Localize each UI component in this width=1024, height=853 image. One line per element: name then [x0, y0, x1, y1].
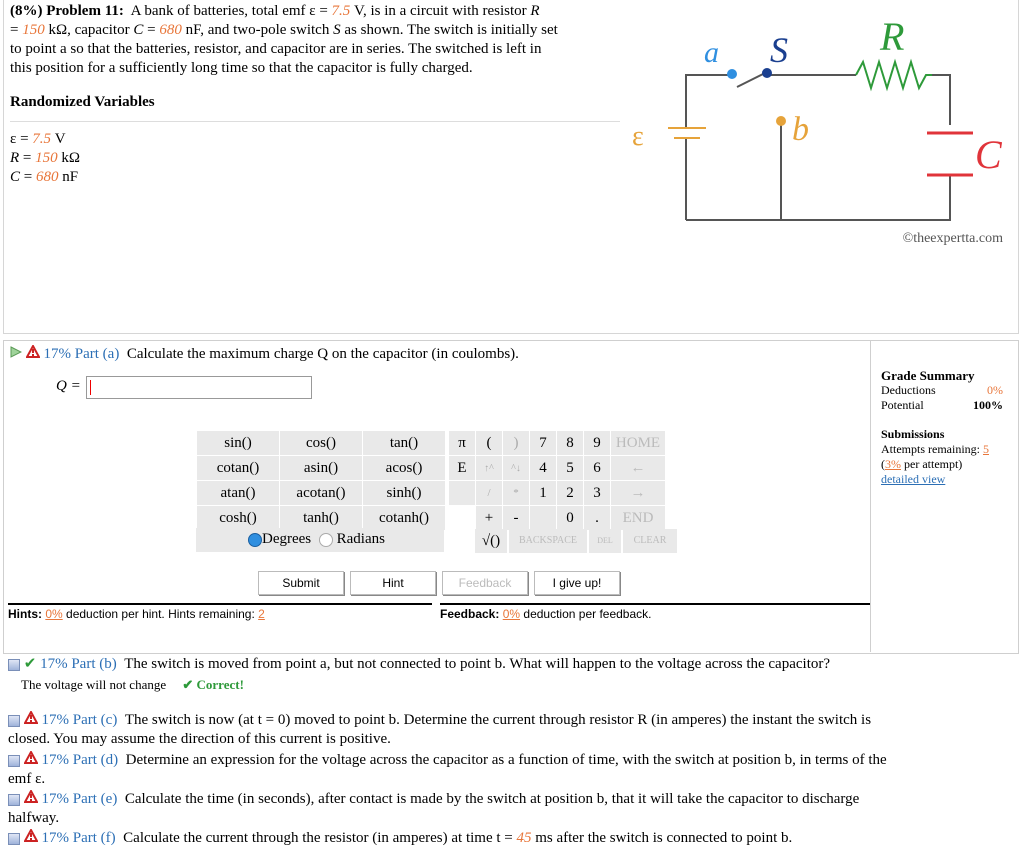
warning-icon: [24, 790, 38, 809]
key-up-caret[interactable]: ↑^: [476, 456, 503, 481]
var-eq: =: [23, 169, 33, 185]
radio-radians[interactable]: [319, 533, 333, 547]
part-e: [8, 790, 1008, 828]
r-symbol: R: [530, 3, 540, 19]
key-divide[interactable]: /: [476, 481, 503, 506]
expand-icon[interactable]: [8, 794, 20, 806]
circuit-wires: [686, 74, 950, 220]
key-sin[interactable]: sin(): [197, 431, 280, 456]
part-b-header: [8, 655, 830, 674]
potential-label: Potential: [881, 398, 924, 412]
per-attempt-text: per attempt): [904, 457, 963, 471]
feedback-label: Feedback:: [440, 607, 500, 621]
key-e[interactable]: E: [449, 456, 476, 481]
var-eq: =: [22, 150, 32, 166]
c-symbol: C: [133, 22, 144, 38]
var-unit: V: [54, 131, 66, 147]
label-c: C: [975, 132, 1002, 177]
degrees-label: Degrees: [262, 531, 312, 547]
part-c-percent[interactable]: 17%: [41, 712, 69, 728]
key-sqrt[interactable]: √(): [475, 529, 507, 553]
divider: [10, 121, 620, 122]
part-f-text-2: ms after the switch is connected to point b.: [535, 830, 793, 846]
key-cosh[interactable]: cosh(): [197, 506, 280, 531]
detailed-view-link[interactable]: detailed view: [881, 472, 946, 486]
attempts-row: [881, 442, 1003, 457]
key-pi[interactable]: π: [449, 431, 476, 456]
key-right-arrow[interactable]: →: [611, 481, 666, 506]
label-s: S: [770, 30, 788, 70]
part-c: [8, 711, 1008, 749]
key-atan[interactable]: atan(): [197, 481, 280, 506]
attempts-label: Attempts remaining:: [881, 442, 980, 456]
c-value: 680: [159, 22, 182, 38]
warning-icon: [24, 829, 38, 848]
warning-icon: [24, 711, 38, 730]
part-a-text: Calculate the maximum charge Q on the capacitor (in coulombs).: [126, 346, 519, 362]
part-f-time-value: 45: [516, 830, 532, 846]
part-f-percent[interactable]: 17%: [41, 830, 69, 846]
key-blank: [449, 481, 476, 506]
sidebar-divider: [870, 340, 871, 652]
part-c-text: The switch is now (at t = 0) moved to point b. Determine the current through resistor R (in amperes) the instant the switch is: [124, 712, 872, 728]
label-a: a: [704, 36, 719, 69]
key-2[interactable]: 2: [557, 481, 584, 506]
part-f: [8, 829, 1008, 848]
problem-text: nF, and two-pole switch: [185, 22, 330, 38]
hints-info: [8, 607, 265, 621]
randomized-variables-title: Randomized Variables: [10, 94, 155, 110]
key-plus[interactable]: +: [476, 506, 503, 531]
key-open-paren[interactable]: (: [476, 431, 503, 456]
key-cos[interactable]: cos(): [280, 431, 363, 456]
check-icon: ✔: [23, 656, 37, 672]
give-up-button[interactable]: I give up!: [534, 571, 620, 595]
key-blank: [530, 506, 557, 531]
s-symbol: S: [333, 22, 341, 38]
var-symbol: C: [10, 169, 21, 185]
problem-text: A bank of batteries, total emf ε =: [130, 3, 328, 19]
randomized-variables-list: [10, 130, 80, 187]
hints-text: deduction per hint. Hints remaining:: [66, 607, 255, 621]
key-blank: [449, 506, 476, 531]
part-d-label[interactable]: Part (d): [72, 752, 119, 768]
var-c: [10, 168, 80, 187]
key-asin[interactable]: asin(): [280, 456, 363, 481]
submissions-title: Submissions: [881, 427, 945, 441]
part-c-label[interactable]: Part (c): [72, 712, 118, 728]
part-d-percent[interactable]: 17%: [41, 752, 69, 768]
var-value: 150: [35, 150, 58, 166]
var-unit: nF: [62, 169, 79, 185]
emf-value: 7.5: [331, 3, 351, 19]
wire-left-top: [686, 75, 730, 128]
key-backspace[interactable]: BACKSPACE: [509, 529, 587, 553]
var-symbol: ε: [10, 131, 17, 147]
feedback-button[interactable]: Feedback: [442, 571, 528, 595]
node-b: [776, 116, 786, 126]
key-acotan[interactable]: acotan(): [280, 481, 363, 506]
var-value: 7.5: [32, 131, 52, 147]
problem-text: =: [147, 22, 156, 38]
node-a: [727, 69, 737, 79]
key-7[interactable]: 7: [530, 431, 557, 456]
var-eq: =: [20, 131, 29, 147]
hints-label: Hints:: [8, 607, 42, 621]
per-attempt-row: [881, 457, 1003, 472]
play-icon[interactable]: [10, 345, 22, 364]
feedback-pct: 0%: [502, 607, 521, 621]
var-value: 680: [35, 169, 59, 185]
key-cotan[interactable]: cotan(): [197, 456, 280, 481]
key-minus[interactable]: -: [503, 506, 530, 531]
hint-button[interactable]: Hint: [350, 571, 436, 595]
expand-icon[interactable]: [8, 755, 20, 767]
grade-title: Grade Summary: [881, 368, 975, 383]
resistor: [856, 62, 932, 88]
key-3[interactable]: 3: [584, 481, 611, 506]
key-caret-down[interactable]: ^↓: [503, 456, 530, 481]
part-b-answer: The voltage will not change: [21, 677, 167, 692]
radians-label: Radians: [336, 531, 385, 547]
key-tanh[interactable]: tanh(): [280, 506, 363, 531]
grade-summary: [881, 368, 1003, 487]
r-value: 150: [22, 22, 45, 38]
problem-line-2: to point a so that the batteries, resistor, and capacitor are in series. The switched is left in: [10, 41, 542, 57]
key-4[interactable]: 4: [530, 456, 557, 481]
function-keypad: [196, 430, 446, 531]
hints-divider: [8, 603, 432, 605]
hints-remaining: 2: [258, 607, 265, 621]
key-6[interactable]: 6: [584, 456, 611, 481]
switch-arm: [737, 74, 763, 87]
potential-row: [881, 398, 1003, 413]
deductions-label: Deductions: [881, 383, 936, 397]
key-cotanh[interactable]: cotanh(): [363, 506, 446, 531]
key-acos[interactable]: acos(): [363, 456, 446, 481]
problem-text: =: [10, 22, 19, 38]
part-d-text-2: emf ε.: [8, 771, 46, 788]
key-multiply[interactable]: *: [503, 481, 530, 506]
angle-mode: [196, 528, 444, 552]
part-d-text: Determine an expression for the voltage across the capacitor as a function of time, with the switch at position b, in terms of the: [125, 752, 887, 768]
part-e-text: Calculate the time (in seconds), after contact is made by the switch at position b, that it will take the capacitor to discharge: [124, 791, 860, 807]
label-emf: ε: [632, 121, 644, 152]
part-a-percent: 17%: [43, 346, 71, 362]
wire-bottom: [686, 175, 950, 220]
label-b: b: [792, 111, 809, 148]
warning-icon: [26, 345, 40, 364]
deductions-value: 0%: [987, 383, 1003, 397]
key-del[interactable]: DEL: [589, 529, 621, 553]
problem-text: V, is in a circuit with resistor: [354, 3, 527, 19]
collapse-icon[interactable]: [8, 659, 20, 671]
part-d: [8, 751, 1008, 789]
answer-label: Q =: [56, 378, 81, 394]
problem-label: Problem 11:: [46, 3, 124, 19]
problem-weight: (8%): [10, 3, 43, 19]
circuit-diagram: [620, 0, 1020, 250]
hints-pct: 0%: [45, 607, 63, 621]
warning-icon: [24, 751, 38, 770]
var-symbol: R: [10, 150, 20, 166]
key-end[interactable]: END: [611, 506, 666, 531]
deductions-row: [881, 383, 1003, 398]
part-b-answer-row: [21, 677, 244, 693]
submit-button[interactable]: Submit: [258, 571, 344, 595]
part-b-label: Part (b): [71, 656, 117, 672]
key-sinh[interactable]: sinh(): [363, 481, 446, 506]
open-paren: (: [881, 457, 885, 471]
key-tan[interactable]: tan(): [363, 431, 446, 456]
var-unit: kΩ: [61, 150, 81, 166]
key-home[interactable]: HOME: [611, 431, 666, 456]
part-f-text: Calculate the current through the resistor (in amperes) at time t =: [123, 830, 513, 846]
radio-degrees[interactable]: [248, 533, 262, 547]
part-b-status: ✔ Correct!: [182, 677, 244, 692]
key-5[interactable]: 5: [557, 456, 584, 481]
var-emf: [10, 130, 80, 149]
part-b-text: The switch is moved from point a, but not connected to point b. What will happen to the voltage across the capacitor?: [124, 656, 831, 672]
key-dot[interactable]: .: [584, 506, 611, 531]
part-a-header: [10, 345, 519, 364]
problem-statement: [10, 2, 630, 78]
key-1[interactable]: 1: [530, 481, 557, 506]
key-0[interactable]: 0: [557, 506, 584, 531]
feedback-text: deduction per feedback.: [523, 607, 652, 621]
expand-icon[interactable]: [8, 833, 20, 845]
part-c-text-2: closed. You may assume the direction of this current is positive.: [8, 731, 391, 748]
expand-icon[interactable]: [8, 715, 20, 727]
answer-input[interactable]: [86, 376, 312, 399]
part-b-percent: 17%: [40, 656, 68, 672]
part-e-percent[interactable]: 17%: [41, 791, 69, 807]
key-left-arrow[interactable]: ←: [611, 456, 666, 481]
key-close-paren[interactable]: ): [503, 431, 530, 456]
key-8[interactable]: 8: [557, 431, 584, 456]
key-9[interactable]: 9: [584, 431, 611, 456]
problem-text: kΩ, capacitor: [48, 22, 130, 38]
part-e-label[interactable]: Part (e): [72, 791, 118, 807]
feedback-divider: [440, 603, 870, 605]
wire-right-top: [932, 75, 950, 125]
potential-value: 100%: [973, 398, 1003, 412]
problem-text: as shown. The switch is initially set: [344, 22, 558, 38]
label-r: R: [880, 14, 905, 59]
part-e-text-2: halfway.: [8, 810, 60, 827]
part-f-label[interactable]: Part (f): [72, 830, 116, 846]
text-cursor: [90, 380, 91, 395]
attempts-value: 5: [982, 442, 989, 456]
var-r: [10, 149, 80, 168]
key-clear[interactable]: CLEAR: [623, 529, 677, 553]
problem-line-3: this position for a sufficiently long time so that the capacitor is fully charged.: [10, 60, 473, 76]
number-keypad: [448, 430, 666, 531]
copyright: ©theexpertta.com: [902, 231, 1003, 246]
per-attempt-pct: 3%: [885, 457, 901, 471]
part-a-label: Part (a): [74, 346, 120, 362]
feedback-info: [440, 607, 651, 621]
